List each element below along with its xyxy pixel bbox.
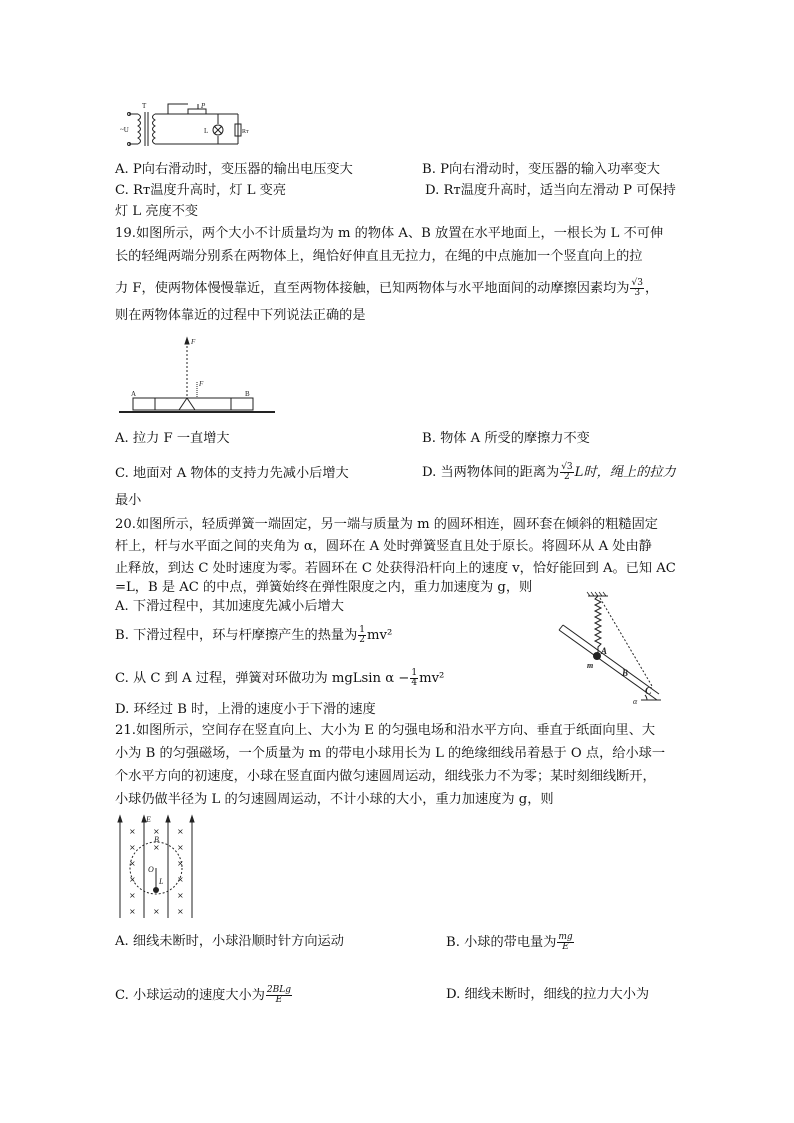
label-L: L [204,127,209,135]
q19-option-a: A. 拉力 F 一直增大 [115,431,230,446]
field-circle-figure [112,812,202,920]
q19-option-c: C. 地面对 A 物体的支持力先减小后增大 [115,466,349,481]
q18-option-c: C. Rт温度升高时，灯 L 变亮 [115,183,287,198]
label-E: E [146,815,151,824]
mu-fraction: $\frac{√3}{3}$ [631,278,643,298]
spring-ring-figure [555,590,665,708]
transformer-circuit-figure [118,100,249,152]
q20-option-a: A. 下滑过程中，其加速度先减小后增大 [115,599,344,614]
label-O: O [148,865,154,874]
svg-text:×: × [129,875,136,884]
svg-text:×: × [177,843,184,852]
label-alpha: α [633,697,638,706]
q20-option-c: C. 从 C 到 A 过程，弹簧对环做功为 mgLsin α − $\frac{1}{4}$ mv² [115,668,445,688]
label-B: B [154,835,159,844]
label-A: A [131,390,137,398]
q21-stem-line4: 小球仍做半径为 L 的匀速圆周运动，不计小球的大小，重力加速度为 g，则 [115,792,554,807]
q20-stem-line4: =L，B 是 AC 的中点，弹簧始终在弹性限度之内，重力加速度为 g，则 [115,580,533,595]
svg-text:×: × [153,907,160,916]
label-U: ~U [120,126,129,134]
label-F-mid: F [199,380,204,388]
label-A: A [601,646,608,656]
q19-option-d: D. 当两物体间的距离为 $\frac{√3}{2}$ L时，绳上的拉力 [422,462,676,482]
rope-blocks-figure [115,336,280,416]
svg-text:×: × [177,907,184,916]
svg-text:×: × [129,859,136,868]
svg-text:×: × [177,859,184,868]
svg-text:×: × [129,843,136,852]
distance-fraction: $\frac{√3}{2}$ [561,462,573,482]
q18-option-d-line2: 灯 L 亮度不变 [115,204,199,219]
label-T: T [142,102,147,110]
q21-option-c: C. 小球运动的速度大小为 $\frac{\text{2BLg}}{E}$ [115,985,291,1005]
label-B: B [622,668,629,678]
q19-stem-line4: 则在两物体靠近的过程中下列说法正确的是 [115,308,366,323]
q21-stem-line3: 个水平方向的初速度，小球在竖直面内做匀速圆周运动，细线张力不为零；某时刻细线断开， [115,769,656,784]
q18-option-a: A. P向右滑动时，变压器的输出电压变大 [115,162,353,177]
q19-option-b: B. 物体 A 所受的摩擦力不变 [422,431,590,446]
q21-stem-line2: 小为 B 的匀强磁场，一个质量为 m 的带电小球用长为 L 的绝缘细线吊着悬于 O 点，给小球一 [115,746,666,761]
q19-option-d-line2: 最小 [115,493,142,508]
label-P: P [201,102,206,110]
q21-option-b: B. 小球的带电量为 $\frac{mg}{E}$ [446,932,573,952]
svg-text:×: × [129,827,136,836]
label-B: B [245,390,250,398]
q18-option-d-line1: D. Rт温度升高时，适当向左滑动 P 可保持 [425,183,676,198]
label-m: m [587,661,594,670]
svg-text:×: × [177,891,184,900]
q19-stem-line3: 力 F，使两物体慢慢靠近，直至两物体接触，已知两物体与水平地面间的动摩擦因素均为 $\frac{√3}{3}$ ， [115,278,659,298]
q20-stem-line1: 20.如图所示，轻质弹簧一端固定，另一端与质量为 m 的圆环相连，圆环套在倾斜的粗糙固定 [115,517,658,532]
q18-option-b: B. P向右滑动时，变压器的输入功率变大 [422,162,660,177]
label-L: L [159,877,164,886]
q21-option-d: D. 细线未断时，细线的拉力大小为 [446,987,650,1002]
q21-stem-line1: 21.如图所示，空间存在竖直向上、大小为 E 的匀强电场和沿水平方向、垂直于纸面向里、大 [115,723,656,738]
label-F-top: F [191,338,196,346]
label-C: C [645,686,652,697]
q20-stem-line3: 止释放，到达 C 处时速度为零。若圆环在 C 处获得沿杆向上的速度 v，恰好能回到 A。已知 AC [115,561,676,576]
q19-stem-line2: 长的轻绳两端分别系在两物体上，绳恰好伸直且无拉力，在绳的中点施加一个竖直向上的拉 [115,249,643,264]
svg-text:×: × [129,891,136,900]
q20-option-b: B. 下滑过程中，环与杆摩擦产生的热量为 $\frac{1}{2}$ mv² [115,625,393,645]
svg-text:×: × [153,843,160,852]
svg-text:×: × [153,827,160,836]
q19-stem-line1: 19.如图所示，两个大小不计质量均为 m 的物体 A、B 放置在水平地面上，一根长为 L 不可伸 [115,226,664,241]
svg-text:×: × [129,907,136,916]
q21-option-a: A. 细线未断时，小球沿顺时针方向运动 [115,934,344,949]
q20-option-d: D. 环经过 B 时，上滑的速度小于下滑的速度 [115,702,376,717]
svg-text:×: × [177,875,184,884]
q20-stem-line2: 杆上，杆与水平面之间的夹角为 α，圆环在 A 处时弹簧竖直且处于原长。将圆环从 A 处由静 [115,539,652,554]
svg-text:×: × [177,827,184,836]
label-Rt: Rт [242,129,249,135]
